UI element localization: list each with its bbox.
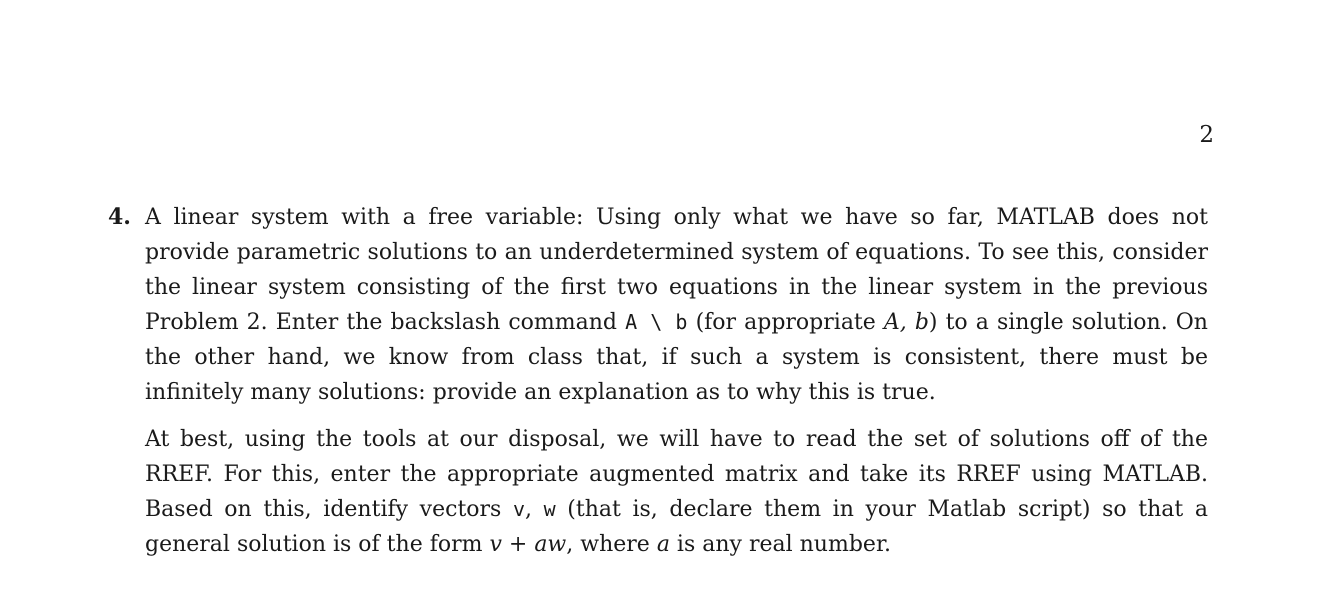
- problem-body: [145, 200, 1208, 562]
- problem-paragraph-2: [145, 422, 1208, 562]
- math-expression: A, b: [883, 310, 929, 335]
- paragraph-text: ) to a single solution. On the other hand, we know from class that, if such a system is consistent, there must be infinitely many solutions: provide an explanation as to why this is true.: [145, 310, 1208, 405]
- page-number: 2: [1199, 122, 1214, 148]
- math-expression: v + aw: [489, 532, 567, 557]
- backslash-command-code: A \ b: [625, 310, 688, 334]
- paragraph-text: ,: [525, 497, 544, 522]
- problem-paragraph-1: [145, 200, 1208, 410]
- vector-v-code: v: [512, 497, 526, 521]
- paragraph-text: (that is, declare them in your Matlab script) so that a general solution is of the form: [145, 497, 1208, 557]
- vector-w-code: w: [543, 497, 556, 521]
- math-expression: a: [656, 532, 670, 557]
- problem-number: 4.: [108, 204, 131, 230]
- paragraph-text: (for appropriate: [687, 310, 884, 335]
- paragraph-text: A linear system with a free variable: Using only what we have so far, MATLAB does not provide parametric solutions to an underdetermined system of equations. To see this, consider the linear system consisting of the first two equations in the linear system in the previous Problem 2. Enter the backslash command: [145, 205, 1208, 335]
- paragraph-text: , where: [566, 532, 657, 557]
- paragraph-text: is any real number.: [669, 532, 892, 557]
- paragraph-text: At best, using the tools at our disposal, we will have to read the set of solutions off of the RREF. For this, enter the appropriate augmented matrix and take its RREF using MATLAB. Based on this, identify vectors: [145, 427, 1208, 522]
